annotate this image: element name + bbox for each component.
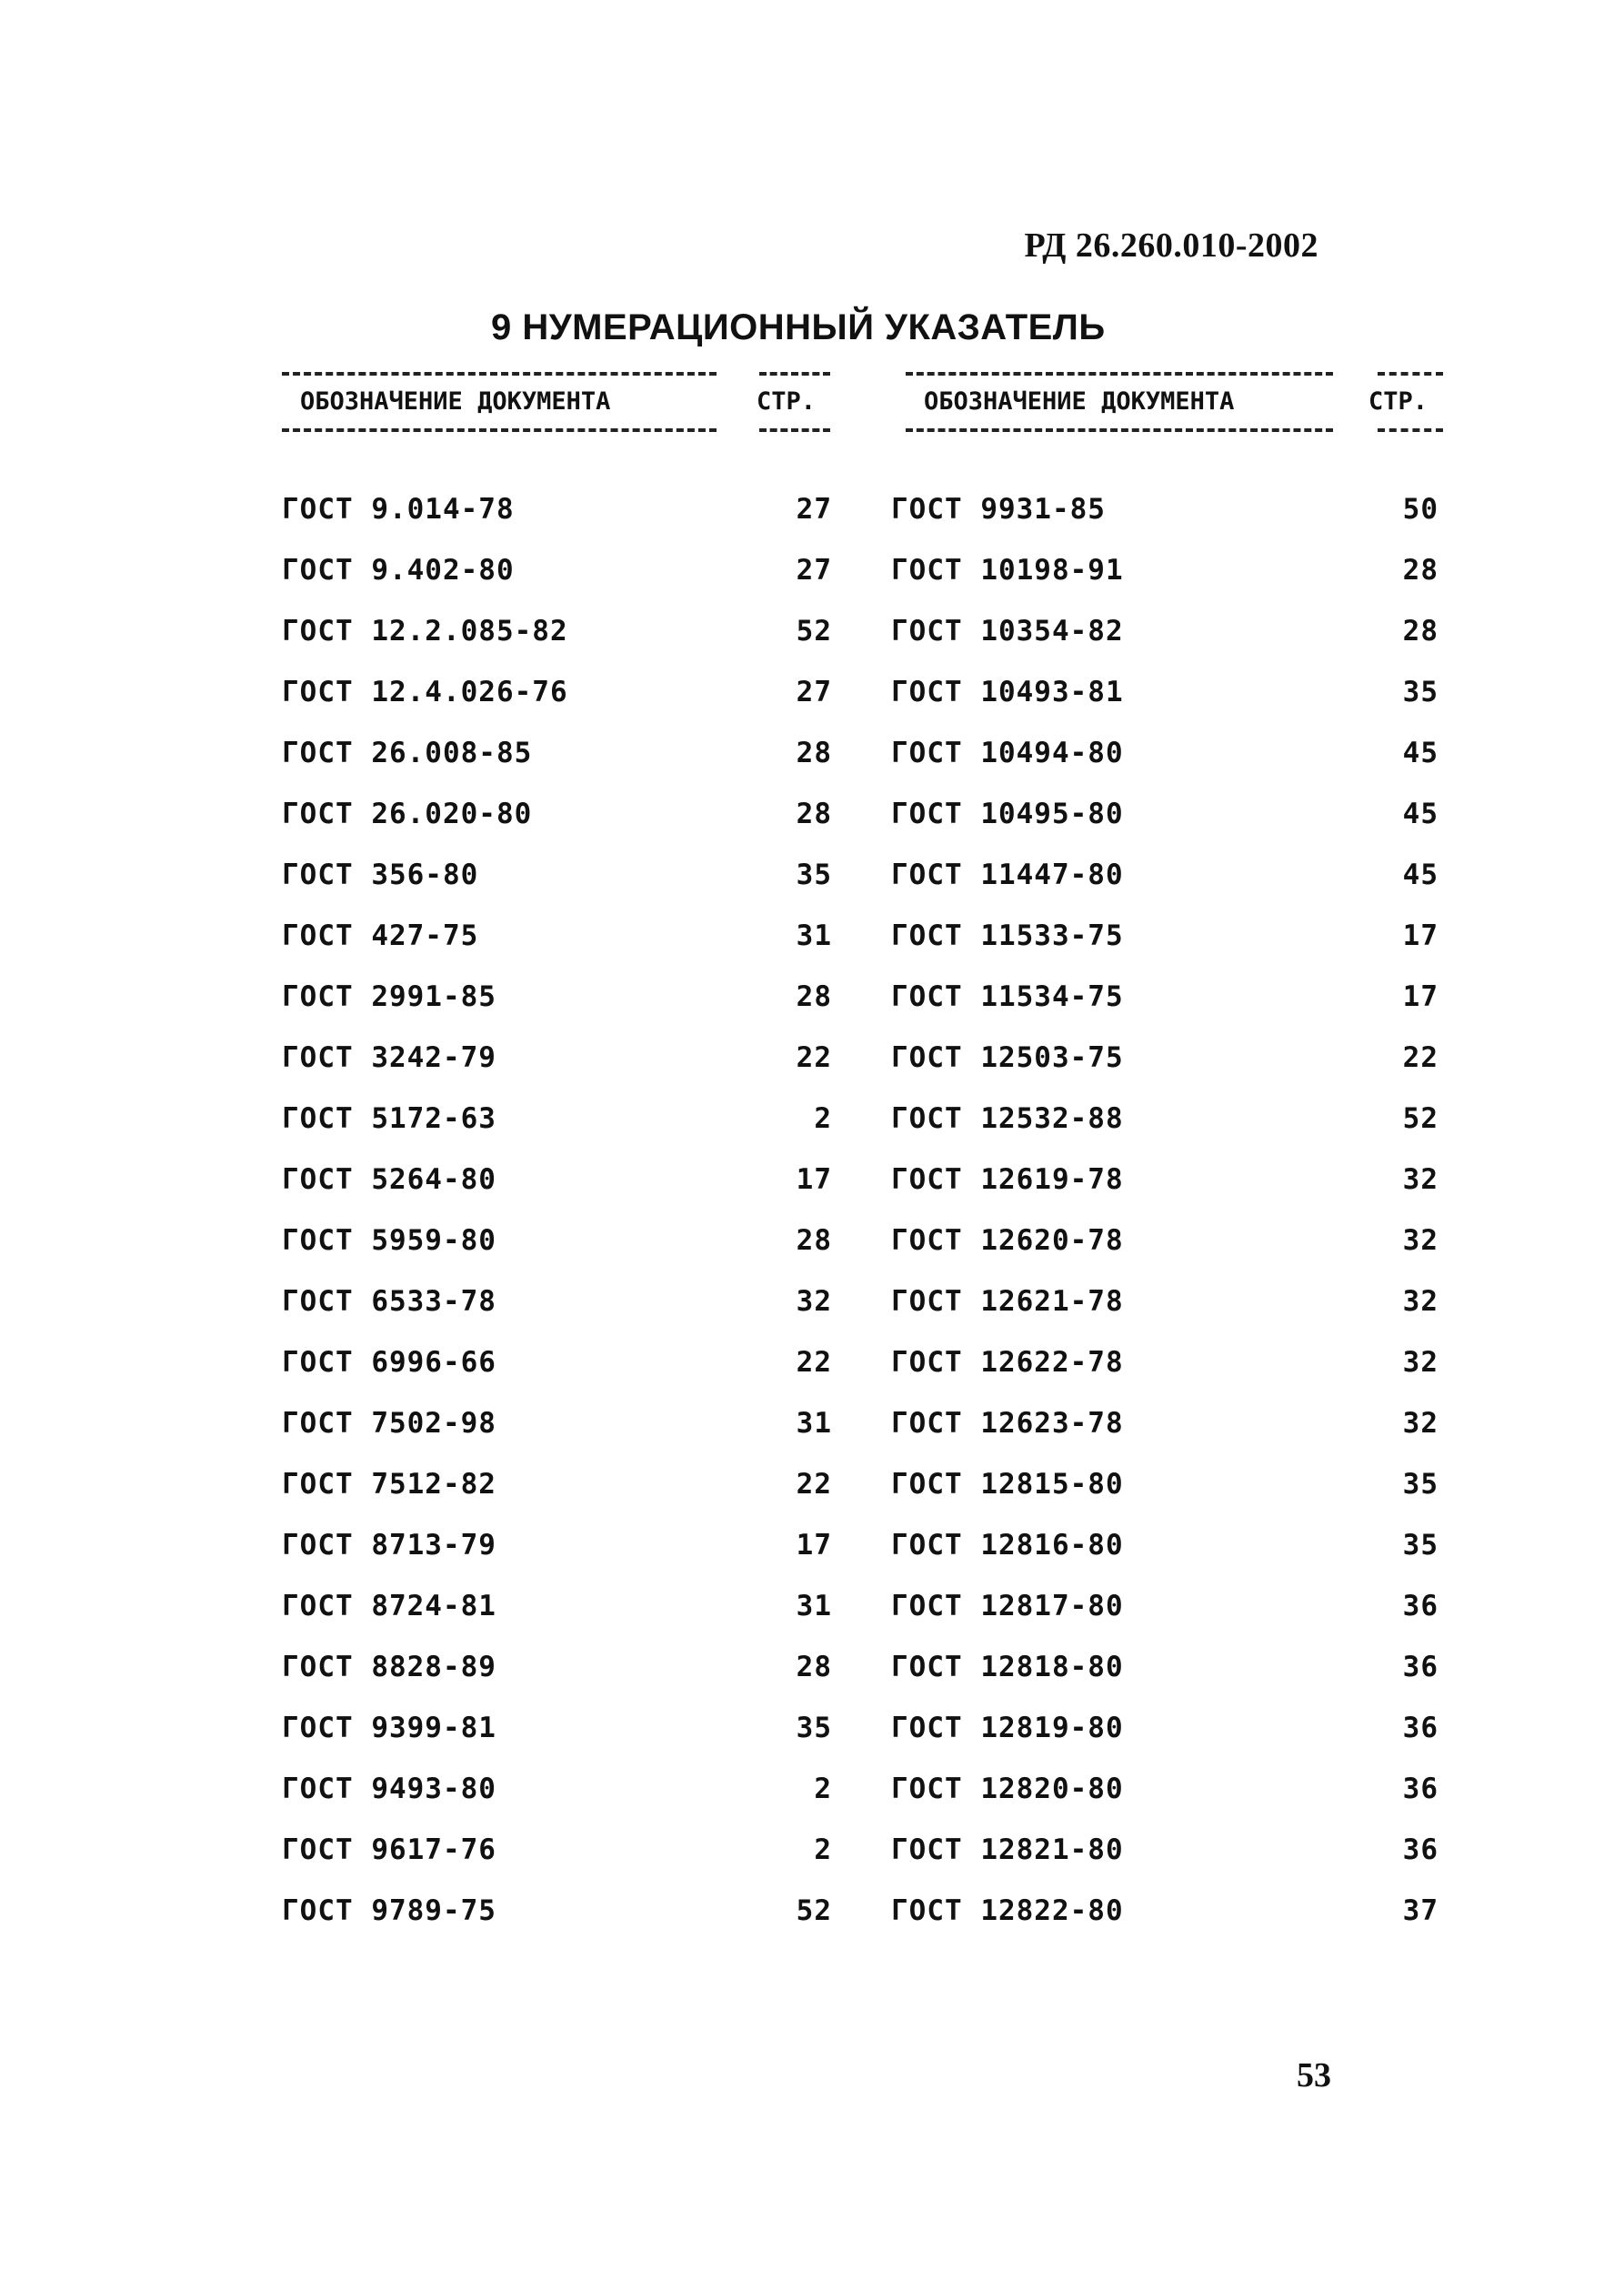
table-header — [891, 380, 1455, 424]
page-reference: 28 — [1402, 615, 1439, 648]
document-designation: ГОСТ 11447-80 — [891, 859, 1124, 891]
divider-line — [759, 372, 830, 376]
page-reference: 37 — [1402, 1894, 1439, 1927]
page-reference: 52 — [796, 615, 832, 648]
document-designation: ГОСТ 8713-79 — [282, 1529, 496, 1562]
page-reference: 32 — [1402, 1407, 1439, 1440]
page-reference: 45 — [1402, 859, 1439, 891]
document-designation: ГОСТ 427-75 — [282, 919, 479, 952]
table-row — [891, 980, 1455, 1041]
page-number: 53 — [1297, 2056, 1331, 2094]
page-reference: 28 — [1402, 554, 1439, 587]
document-designation: ГОСТ 356-80 — [282, 859, 479, 891]
document-designation: ГОСТ 12819-80 — [891, 1712, 1124, 1744]
page-reference: 35 — [1402, 676, 1439, 708]
page-reference: 28 — [796, 798, 832, 830]
page-reference: 36 — [1402, 1833, 1439, 1866]
page-reference: 36 — [1402, 1712, 1439, 1744]
page-reference: 32 — [1402, 1346, 1439, 1379]
header-top-rule — [891, 367, 1455, 380]
page-reference: 28 — [796, 737, 832, 769]
page-reference: 2 — [814, 1102, 832, 1135]
table-row — [891, 1163, 1455, 1224]
divider-line — [282, 428, 717, 432]
page-reference: 50 — [1402, 493, 1439, 526]
page-reference: 31 — [796, 1407, 832, 1440]
page-reference: 36 — [1402, 1651, 1439, 1683]
page-reference: 45 — [1402, 737, 1439, 769]
document-designation: ГОСТ 5172-63 — [282, 1102, 496, 1135]
page-reference: 28 — [796, 1651, 832, 1683]
table-row — [891, 1407, 1455, 1468]
document-designation: ГОСТ 10493-81 — [891, 676, 1124, 708]
document-designation: ГОСТ 3242-79 — [282, 1041, 496, 1074]
table-row — [891, 1894, 1455, 1955]
document-designation: ГОСТ 26.020-80 — [282, 798, 533, 830]
document-designation: ГОСТ 9399-81 — [282, 1712, 496, 1744]
page-reference: 22 — [796, 1041, 832, 1074]
document-designation: ГОСТ 12503-75 — [891, 1041, 1124, 1074]
page-reference: 32 — [1402, 1163, 1439, 1196]
table-row — [891, 1224, 1455, 1285]
table-row — [891, 1285, 1455, 1346]
page-reference: 22 — [1402, 1041, 1439, 1074]
table-row — [891, 798, 1455, 859]
page-reference: 45 — [1402, 798, 1439, 830]
document-designation: ГОСТ 5264-80 — [282, 1163, 496, 1196]
table-row — [891, 1712, 1455, 1773]
page-reference: 35 — [796, 1712, 832, 1744]
document-designation: ГОСТ 12622-78 — [891, 1346, 1124, 1379]
page-reference: 28 — [796, 1224, 832, 1257]
document-designation: ГОСТ 9617-76 — [282, 1833, 496, 1866]
document-designation: ГОСТ 7512-82 — [282, 1468, 496, 1501]
document-designation: ГОСТ 12.2.085-82 — [282, 615, 568, 648]
page-reference: 2 — [814, 1833, 832, 1866]
document-designation: ГОСТ 10354-82 — [891, 615, 1124, 648]
table-row — [891, 1590, 1455, 1651]
table-row — [891, 1773, 1455, 1833]
page-reference: 17 — [1402, 919, 1439, 952]
section-title: 9 НУМЕРАЦИОННЫЙ УКАЗАТЕЛЬ — [491, 307, 1106, 347]
divider-line — [906, 372, 1333, 376]
page-reference: 35 — [1402, 1468, 1439, 1501]
table-row — [891, 676, 1455, 737]
table-row — [891, 493, 1455, 554]
page-reference: 22 — [796, 1346, 832, 1379]
document-designation: ГОСТ 12818-80 — [891, 1651, 1124, 1683]
table-row — [891, 554, 1455, 615]
header-bottom-rule — [891, 424, 1455, 437]
divider-line — [282, 372, 717, 376]
document-designation: ГОСТ 5959-80 — [282, 1224, 496, 1257]
document-designation: ГОСТ 8828-89 — [282, 1651, 496, 1683]
page-reference: 36 — [1402, 1773, 1439, 1805]
page-reference: 28 — [796, 980, 832, 1013]
document-designation: ГОСТ 26.008-85 — [282, 737, 533, 769]
divider-line — [1378, 428, 1443, 432]
table-row — [891, 1346, 1455, 1407]
divider-line — [1378, 372, 1443, 376]
document-designation: ГОСТ 12619-78 — [891, 1163, 1124, 1196]
document-designation: ГОСТ 12821-80 — [891, 1833, 1124, 1866]
document-designation: ГОСТ 10494-80 — [891, 737, 1124, 769]
table-body — [891, 493, 1455, 1955]
page-reference: 32 — [796, 1285, 832, 1318]
document-designation: ГОСТ 9493-80 — [282, 1773, 496, 1805]
column-header-designation: ОБОЗНАЧЕНИЕ ДОКУМЕНТА — [300, 387, 611, 416]
page-reference: 27 — [796, 676, 832, 708]
table-row — [891, 1041, 1455, 1102]
document-designation: ГОСТ 2991-85 — [282, 980, 496, 1013]
document-designation: ГОСТ 9789-75 — [282, 1894, 496, 1927]
page-reference: 17 — [1402, 980, 1439, 1013]
page-reference: 31 — [796, 1590, 832, 1622]
page-reference: 52 — [796, 1894, 832, 1927]
table-row — [891, 1102, 1455, 1163]
page-reference: 17 — [796, 1163, 832, 1196]
page-reference: 17 — [796, 1529, 832, 1562]
document-designation: ГОСТ 12820-80 — [891, 1773, 1124, 1805]
document-designation: ГОСТ 12620-78 — [891, 1224, 1124, 1257]
document-designation: ГОСТ 12815-80 — [891, 1468, 1124, 1501]
document-designation: ГОСТ 6533-78 — [282, 1285, 496, 1318]
document-designation: ГОСТ 12623-78 — [891, 1407, 1124, 1440]
document-designation: ГОСТ 9.014-78 — [282, 493, 515, 526]
table-row — [891, 1833, 1455, 1894]
document-designation: ГОСТ 9.402-80 — [282, 554, 515, 587]
document-designation: ГОСТ 12817-80 — [891, 1590, 1124, 1622]
column-header-page: СТР. — [1368, 387, 1429, 416]
document-designation: ГОСТ 12621-78 — [891, 1285, 1124, 1318]
page-reference: 31 — [796, 919, 832, 952]
page-reference: 32 — [1402, 1285, 1439, 1318]
document-designation: ГОСТ 12532-88 — [891, 1102, 1124, 1135]
table-row — [891, 615, 1455, 676]
divider-line — [906, 428, 1333, 432]
document-designation: ГОСТ 11534-75 — [891, 980, 1124, 1013]
document-code: РД 26.260.010-2002 — [1024, 226, 1318, 265]
table-row — [891, 1468, 1455, 1529]
page-reference: 27 — [796, 554, 832, 587]
document-designation: ГОСТ 11533-75 — [891, 919, 1124, 952]
divider-line — [759, 428, 830, 432]
page-reference: 35 — [1402, 1529, 1439, 1562]
table-row — [891, 1651, 1455, 1712]
page-reference: 22 — [796, 1468, 832, 1501]
column-header-designation: ОБОЗНАЧЕНИЕ ДОКУМЕНТА — [924, 387, 1235, 416]
document-designation: ГОСТ 10198-91 — [891, 554, 1124, 587]
column-header-page: СТР. — [757, 387, 817, 416]
table-row — [891, 737, 1455, 798]
table-row — [891, 1529, 1455, 1590]
document-designation: ГОСТ 10495-80 — [891, 798, 1124, 830]
index-table-right — [891, 367, 1455, 1955]
document-designation: ГОСТ 8724-81 — [282, 1590, 496, 1622]
document-designation: ГОСТ 12822-80 — [891, 1894, 1124, 1927]
page-reference: 52 — [1402, 1102, 1439, 1135]
page-reference: 35 — [796, 859, 832, 891]
page-reference: 32 — [1402, 1224, 1439, 1257]
table-row — [891, 859, 1455, 919]
table-row — [891, 919, 1455, 980]
document-designation: ГОСТ 12.4.026-76 — [282, 676, 568, 708]
document-designation: ГОСТ 12816-80 — [891, 1529, 1124, 1562]
document-designation: ГОСТ 9931-85 — [891, 493, 1106, 526]
page-reference: 27 — [796, 493, 832, 526]
document-designation: ГОСТ 6996-66 — [282, 1346, 496, 1379]
page-reference: 2 — [814, 1773, 832, 1805]
document-designation: ГОСТ 7502-98 — [282, 1407, 496, 1440]
page-reference: 36 — [1402, 1590, 1439, 1622]
